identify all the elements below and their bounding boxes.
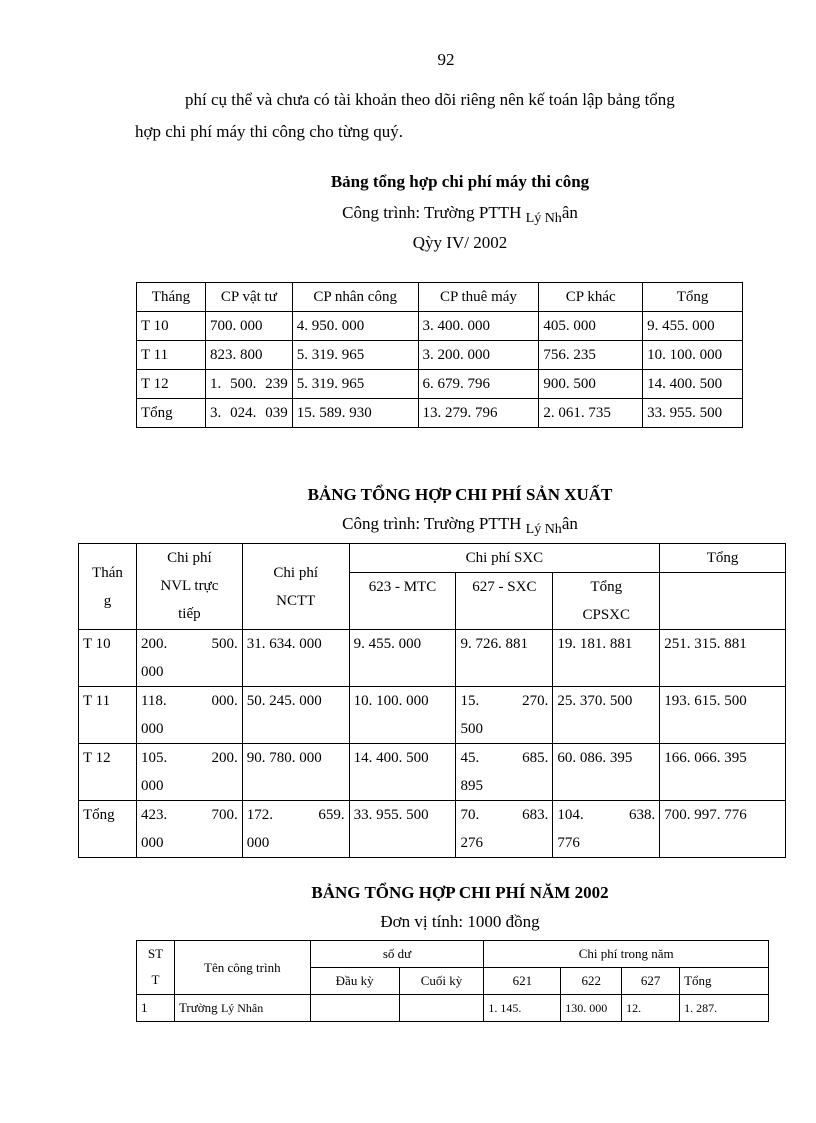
table-cell: 172. 659. 000 xyxy=(242,801,349,858)
table-cell: 423. 700. 000 xyxy=(136,801,242,858)
table-cell: 756. 235 xyxy=(539,341,643,370)
table-cell: 90. 780. 000 xyxy=(242,744,349,801)
header-nvl: Chi phí NVL trực tiếp xyxy=(136,544,242,630)
table-cell: 3. 400. 000 xyxy=(418,312,539,341)
annual-cost-unit: Đơn vị tính: 1000 đồng xyxy=(380,912,540,931)
table-cell: 105. 200. 000 xyxy=(136,744,242,801)
table-cell: 19. 181. 881 xyxy=(553,630,660,687)
table-cell: 45. 685. 895 xyxy=(456,744,553,801)
header-cell: Tháng xyxy=(137,283,206,312)
table-cell: 2. 061. 735 xyxy=(539,399,643,428)
header-cell: CP vật tư xyxy=(205,283,292,312)
table-row xyxy=(137,399,743,428)
table-cell: 13. 279. 796 xyxy=(418,399,539,428)
table-cell: 14. 400. 500 xyxy=(643,370,743,399)
table-cell: T 12 xyxy=(79,744,137,801)
annual-cost-title: BẢNG TỔNG HỢP CHI PHÍ NĂM 2002 xyxy=(311,883,609,902)
table-row xyxy=(137,312,743,341)
table-cell xyxy=(310,995,399,1022)
table-header-row xyxy=(79,544,786,573)
table-header-row xyxy=(137,941,769,968)
table-cell: 1 xyxy=(137,995,175,1022)
table-cell: 3. 024. 039 xyxy=(205,399,292,428)
table-cell xyxy=(399,995,484,1022)
table-cell: 9. 455. 000 xyxy=(349,630,456,687)
header-622: 622 xyxy=(561,968,622,995)
production-cost-title: BẢNG TỔNG HỢP CHI PHÍ SẢN XUẤT xyxy=(307,485,613,504)
header-annual-cost: Chi phí trong năm xyxy=(484,941,769,968)
table-cell: T 10 xyxy=(137,312,206,341)
table-cell: 104. 638. 776 xyxy=(553,801,660,858)
annual-cost-table xyxy=(136,940,769,1022)
table-cell: 3. 200. 000 xyxy=(418,341,539,370)
header-sxc-group: Chi phí SXC xyxy=(349,544,660,573)
table-cell: 6. 679. 796 xyxy=(418,370,539,399)
table-cell: 33. 955. 500 xyxy=(349,801,456,858)
header-cell: CP nhân công xyxy=(292,283,418,312)
table-cell: T 12 xyxy=(137,370,206,399)
header-opening: Đầu kỳ xyxy=(310,968,399,995)
table-cell: 1. 500. 239 xyxy=(205,370,292,399)
header-cpsxc: Tổng CPSXC xyxy=(553,573,660,630)
machine-cost-title: Bảng tổng hợp chi phí máy thi công xyxy=(330,172,590,191)
header-621: 621 xyxy=(484,968,561,995)
table-row xyxy=(137,370,743,399)
table-cell: 60. 086. 395 xyxy=(553,744,660,801)
table-cell: 33. 955. 500 xyxy=(643,399,743,428)
table-cell: 10. 100. 000 xyxy=(349,687,456,744)
table-cell: 700. 000 xyxy=(205,312,292,341)
table-cell: Tổng xyxy=(79,801,137,858)
page-number: 92 xyxy=(437,50,455,69)
header-627: 627 xyxy=(622,968,680,995)
header-total: Tổng xyxy=(680,968,769,995)
table-row xyxy=(137,995,769,1022)
header-month: Thán g xyxy=(79,544,137,630)
table-cell: 50. 245. 000 xyxy=(242,687,349,744)
header-nctt: Chi phí NCTT xyxy=(242,544,349,630)
table-cell: 251. 315. 881 xyxy=(660,630,786,687)
table-cell: 5. 319. 965 xyxy=(292,341,418,370)
table-cell: 15. 589. 930 xyxy=(292,399,418,428)
header-mtc: 623 - MTC xyxy=(349,573,456,630)
table-row xyxy=(79,801,786,858)
machine-cost-table xyxy=(136,282,743,428)
table-cell: 5. 319. 965 xyxy=(292,370,418,399)
intro-line-2: hợp chi phí máy thi công cho từng quý. xyxy=(135,122,403,141)
machine-cost-project: Công trình: Trường PTTH $_{Lý Nh}$ân xyxy=(342,203,578,226)
header-total: Tổng xyxy=(660,544,786,573)
table-cell: 9. 455. 000 xyxy=(643,312,743,341)
table-cell: T 10 xyxy=(79,630,137,687)
table-row xyxy=(79,630,786,687)
machine-cost-period: Qỳy IV/ 2002 xyxy=(412,233,508,252)
header-closing: Cuối kỳ xyxy=(399,968,484,995)
table-cell: 130. 000 xyxy=(561,995,622,1022)
table-cell: 900. 500 xyxy=(539,370,643,399)
table-cell: 193. 615. 500 xyxy=(660,687,786,744)
header-cell: CP khác xyxy=(539,283,643,312)
table-cell: 10. 100. 000 xyxy=(643,341,743,370)
table-cell: 405. 000 xyxy=(539,312,643,341)
table-header-row xyxy=(137,283,743,312)
header-empty xyxy=(660,573,786,630)
table-cell: 9. 726. 881 xyxy=(456,630,553,687)
table-row xyxy=(137,341,743,370)
table-cell: 700. 997. 776 xyxy=(660,801,786,858)
table-cell: 1. 145. xyxy=(484,995,561,1022)
table-cell: 14. 400. 500 xyxy=(349,744,456,801)
table-cell: Trường Lý Nhân xyxy=(174,995,310,1022)
header-cell: CP thuê máy xyxy=(418,283,539,312)
table-cell: 25. 370. 500 xyxy=(553,687,660,744)
table-cell: T 11 xyxy=(79,687,137,744)
table-cell: 12. xyxy=(622,995,680,1022)
header-sxc: 627 - SXC xyxy=(456,573,553,630)
table-row xyxy=(79,744,786,801)
table-cell: 118. 000. 000 xyxy=(136,687,242,744)
header-cell: Tổng xyxy=(643,283,743,312)
production-cost-project: Công trình: Trường PTTH $_{Lý Nh}$ân xyxy=(342,514,578,537)
table-cell: 15. 270. 500 xyxy=(456,687,553,744)
table-cell: T 11 xyxy=(137,341,206,370)
table-cell: Tổng xyxy=(137,399,206,428)
table-cell: 823. 800 xyxy=(205,341,292,370)
table-cell: 166. 066. 395 xyxy=(660,744,786,801)
table-cell: 70. 683. 276 xyxy=(456,801,553,858)
table-cell: 200. 500. 000 xyxy=(136,630,242,687)
production-cost-table xyxy=(78,543,786,858)
table-cell: 1. 287. xyxy=(680,995,769,1022)
header-project-name: Tên công trình xyxy=(174,941,310,995)
table-row xyxy=(79,687,786,744)
table-cell: 4. 950. 000 xyxy=(292,312,418,341)
intro-line-1: phí cụ thể và chưa có tài khoản theo dõi riêng nên kế toán lập bảng tổng xyxy=(185,90,675,109)
header-balance: số dư xyxy=(310,941,484,968)
header-stt: ST T xyxy=(137,941,175,995)
table-cell: 31. 634. 000 xyxy=(242,630,349,687)
